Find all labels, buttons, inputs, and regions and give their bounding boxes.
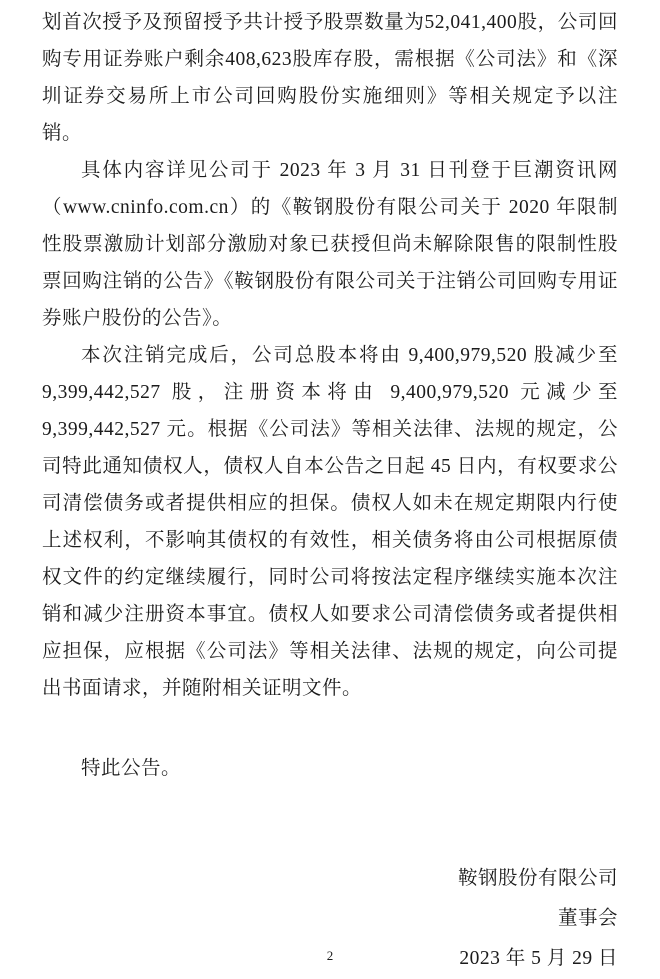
closing-statement: 特此公告。 [81,758,182,779]
body-paragraph-reference: 具体内容详见公司于 2023 年 3 月 31 日刊登于巨潮资讯网（www.cninfo.com.cn）的《鞍钢股份有限公司关于 2020 年限制性股票激励计划部分激励对象已获授但尚未解除限售的限制性股票回购注销的公告》《鞍钢股份有限公司关于注销公司回购专用证券账户股份的公告》。 [42,160,618,329]
signature-date: 2023 年 5 月 29 日 [459,948,618,969]
page-number: 2 [326,948,334,963]
document-body [42,4,618,979]
signature-signer: 董事会 [557,908,618,929]
body-paragraph-continuation: 划首次授予及预留授予共计授予股票数量为52,041,400股，公司回购专用证券账户剩余408,623股库存股，需根据《公司法》和《深圳证券交易所上市公司回购股份实施细则》等相关规定予以注销。 [42,12,618,144]
signature-company: 鞍钢股份有限公司 [457,868,618,889]
body-paragraph-capital-reduction: 本次注销完成后，公司总股本将由 9,400,979,520 股减少至 9,399,442,527 股，注册资本将由 9,400,979,520 元减少至 9,399,442,527 元。根据《公司法》等相关法律、法规的规定，公司特此通知债权人，债权人自本公告之日起 45 日内，有权要求公司清偿债务或者提供相应的担保。债权人如未在规定期限内行使上述权利，不影响其债权的有效性，相关债务将由公司根据原债权文件的约定继续履行，同时公司将按法定程序继续实施本次注销和减少注册资本事宜。债权人如要求公司清偿债务或者提供相应担保，应根据《公司法》等相关法律、法规的规定，向公司提出书面请求，并随附相关证明文件。 [42,345,618,699]
